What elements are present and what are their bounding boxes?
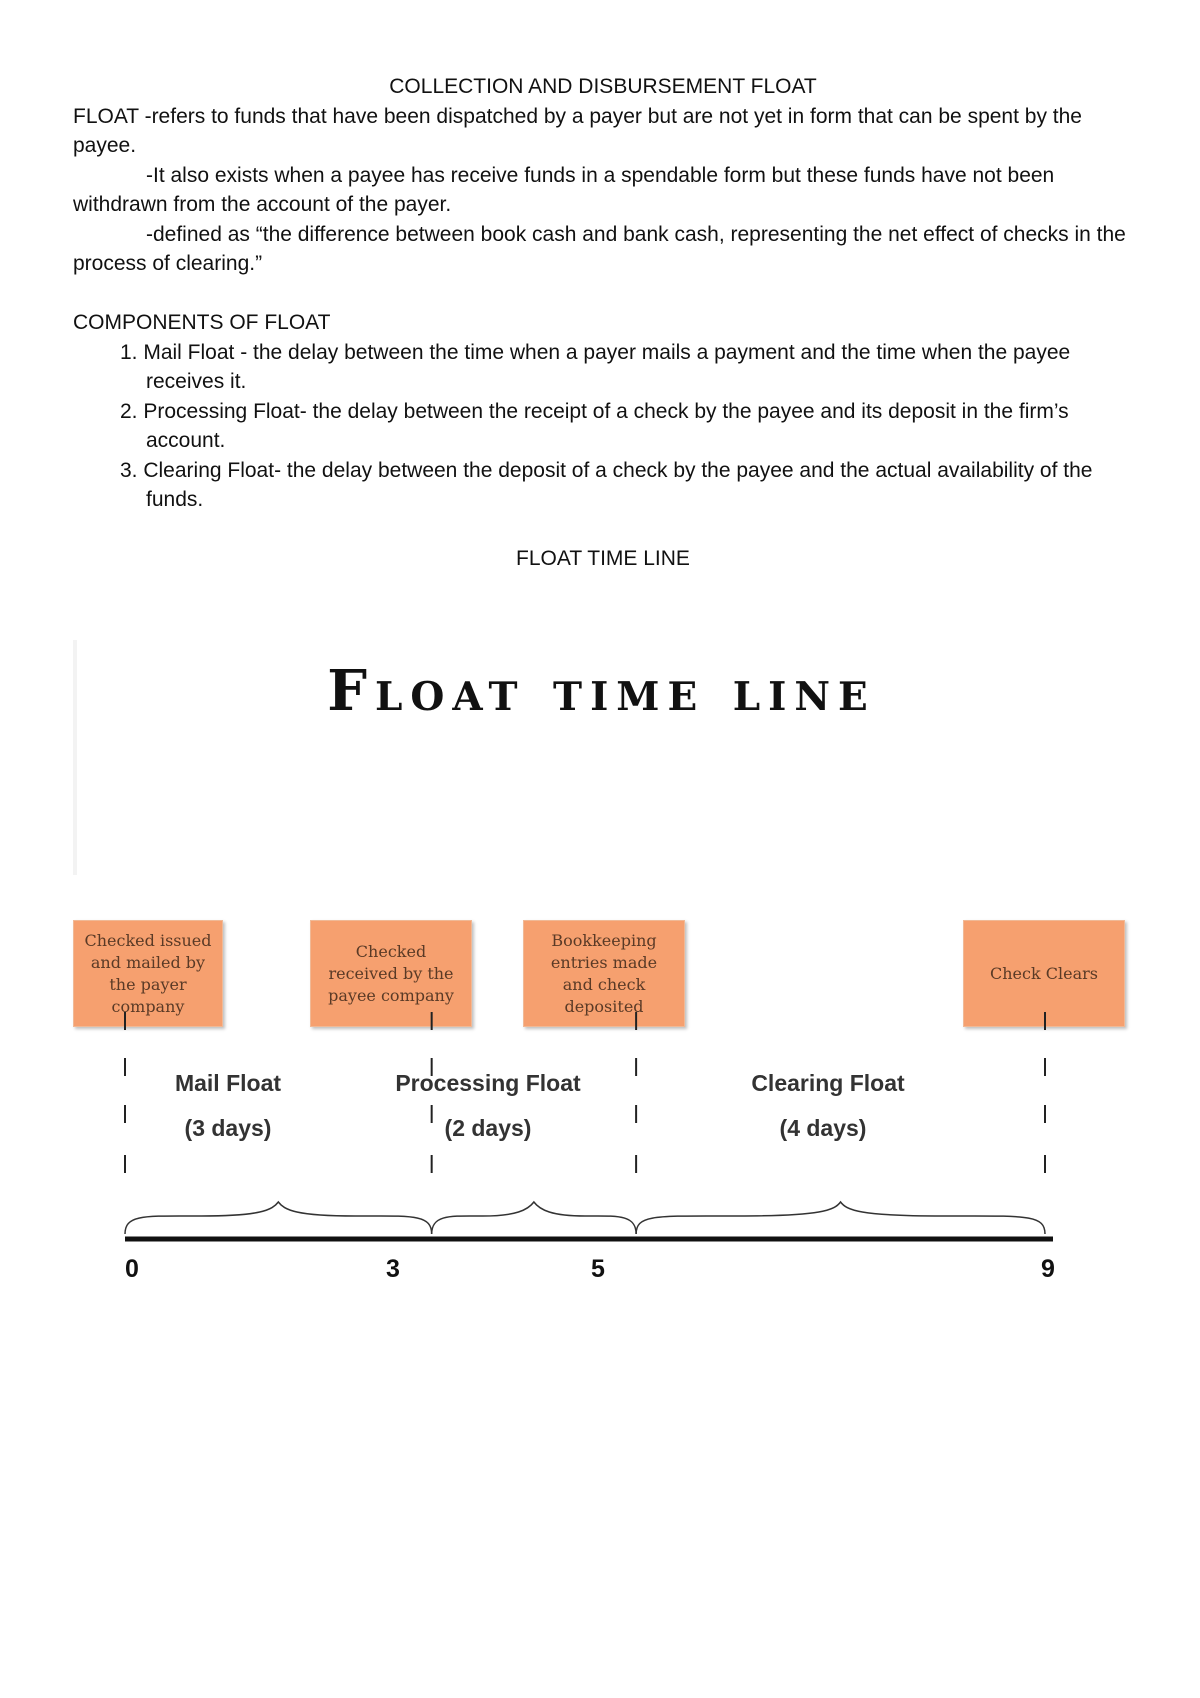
segment-label-processing: Processing Float bbox=[395, 1070, 581, 1096]
components-list bbox=[73, 338, 1133, 515]
figure-title: Float time line bbox=[327, 658, 876, 724]
event-box-issued: Checked issued and mailed by the payer company bbox=[73, 920, 223, 1027]
timeline-heading: FLOAT TIME LINE bbox=[516, 547, 690, 570]
segment-duration-clearing: (4 days) bbox=[779, 1115, 867, 1141]
tick-label-3: 3 bbox=[386, 1255, 400, 1283]
definition-paragraph-2: -It also exists when a payee has receive funds in a spendable form but these funds have not been withdrawn from the account of the payer. bbox=[73, 163, 1055, 216]
event-box-clears: Check Clears bbox=[963, 920, 1125, 1027]
interval-brace bbox=[636, 1202, 1045, 1234]
event-box-deposited: Bookkeeping entries made and check deposited bbox=[523, 920, 685, 1027]
list-item: 1. Mail Float - the delay between the time when a payer mails a payment and the time when the payee receives it. bbox=[120, 340, 1071, 393]
list-item: 3. Clearing Float- the delay between the deposit of a check by the payee and the actual availability of the funds. bbox=[120, 458, 1093, 511]
definition-paragraph-3: -defined as “the difference between book cash and bank cash, representing the net effect of checks in the process of clearing.” bbox=[73, 222, 1126, 275]
event-box-received: Checked received by the payee company bbox=[310, 920, 472, 1027]
segment-duration-mail: (3 days) bbox=[184, 1115, 272, 1141]
interval-brace bbox=[125, 1202, 432, 1234]
components-heading: COMPONENTS OF FLOAT bbox=[73, 311, 331, 334]
float-timeline-figure bbox=[73, 640, 1130, 1300]
tick-label-0: 0 bbox=[125, 1255, 139, 1283]
segment-label-mail: Mail Float bbox=[174, 1070, 282, 1096]
timeline-axis bbox=[73, 640, 1130, 1300]
document-body bbox=[73, 72, 1133, 574]
segment-duration-processing: (2 days) bbox=[444, 1115, 532, 1141]
list-item: 2. Processing Float- the delay between the receipt of a check by the payee and its deposit in the firm’s account. bbox=[120, 399, 1069, 452]
tick-label-5: 5 bbox=[591, 1255, 605, 1283]
segment-label-clearing: Clearing Float bbox=[751, 1070, 905, 1096]
document-title: COLLECTION AND DISBURSEMENT FLOAT bbox=[389, 75, 817, 98]
interval-brace bbox=[432, 1202, 636, 1234]
tick-label-9: 9 bbox=[1041, 1255, 1055, 1283]
definition-paragraph: FLOAT -refers to funds that have been dispatched by a payer but are not yet in form that can be spent by the payee. bbox=[73, 104, 1082, 157]
